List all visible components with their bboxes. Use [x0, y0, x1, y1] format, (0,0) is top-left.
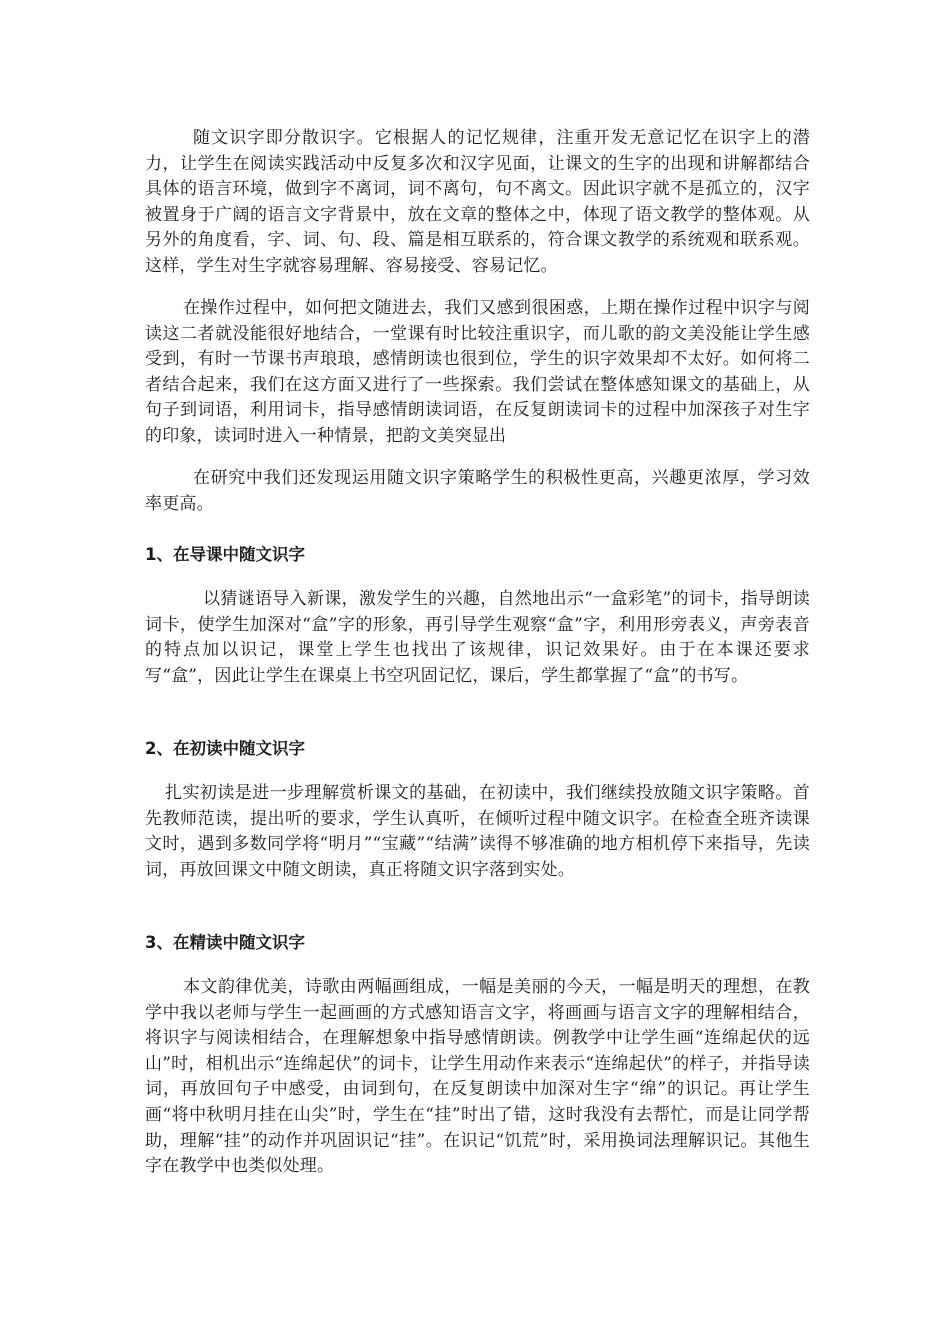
finding-paragraph: 在研究中我们还发现运用随文识字策略学生的积极性更高，兴趣更浓厚，学习效率更高。	[145, 468, 810, 514]
section-heading-intro-lesson: 1、在导课中随文识字	[145, 545, 305, 564]
section-text-first-reading: 扎实初读是进一步理解赏析课文的基础，在初读中，我们继续投放随文识字策略。首先教师范读，提出听的要求，学生认真听，在倾听过程中随文识字。在检查全班齐读课文时，遇到多数同学将“明月”“宝藏”“结满”读得不够准确的地方相机停下来指导，先读词，再放回课文中随文朗读，真正将随文识字落到实处。	[145, 783, 810, 880]
intro-paragraph: 随文识字即分散识字。它根据人的记忆规律，注重开发无意记忆在识字上的潜力，让学生在阅读实践活动中反复多次和汉字见面，让课文的生字的出现和讲解都结合具体的语言环境，做到字不离词，词不离句，句不离文。因此识字就不是孤立的，汉字被置身于广阔的语言文字背景中，放在文章的整体之中，体现了语文教学的整体观。从另外的角度看，字、词、句、段、篇是相互联系的，符合课文教学的系统观和联系观。这样，学生对生字就容易理解、容易接受、容易记忆。	[145, 128, 810, 276]
section-text-intro-lesson: 以猜谜语导入新课，激发学生的兴趣，自然地出示“一盒彩笔”的词卡，指导朗读词卡，使学生加深对“盒”字的形象，再引导学生观察“盒”字，利用形旁表义，声旁表音的特点加以识记，课堂上学生也找出了该规律，识记效果好。由于在本课还要求写“盒”，因此让学生在课桌上书空巩固记忆，课后，学生都掌握了“盒”的书写。	[145, 589, 810, 686]
process-paragraph: 在操作过程中，如何把文随进去，我们又感到很困惑，上期在操作过程中识字与阅读这二者就没能很好地结合，一堂课有时比较注重识字，而儿歌的韵文美没能让学生感受到，有时一节课书声琅琅，感情朗读也很到位，学生的识字效果却不太好。如何将二者结合起来，我们在这方面又进行了一些探索。我们尝试在整体感知课文的基础上，从句子到词语，利用词卡，指导感情朗读词语，在反复朗读词卡的过程中加深孩子对生字的印象，读词时进入一种情景，把韵文美突显出	[145, 298, 810, 446]
section-heading-first-reading: 2、在初读中随文识字	[145, 739, 305, 758]
section-heading-close-reading: 3、在精读中随文识字	[145, 933, 305, 952]
section-text-close-reading: 本文韵律优美，诗歌由两幅画组成，一幅是美丽的今天，一幅是明天的理想，在教学中我以老师与学生一起画画的方式感知语言文字，将画画与语言文字的理解相结合，将识字与阅读相结合，在理解想象中指导感情朗读。例教学中让学生画“连绵起伏的远山”时，相机出示“连绵起伏”的词卡，让学生用动作来表示“连绵起伏”的样子，并指导读词，再放回句子中感受，由词到句，在反复朗读中加深对生字“绵”的识记。再让学生画“将中秋明月挂在山尖”时，学生在“挂”时出了错，这时我没有去帮忙，而是让同学帮助，理解“挂”的动作并巩固识记“挂”。在识记“饥荒”时，采用换词法理解识记。其他生字在教学中也类似处理。	[145, 977, 810, 1177]
